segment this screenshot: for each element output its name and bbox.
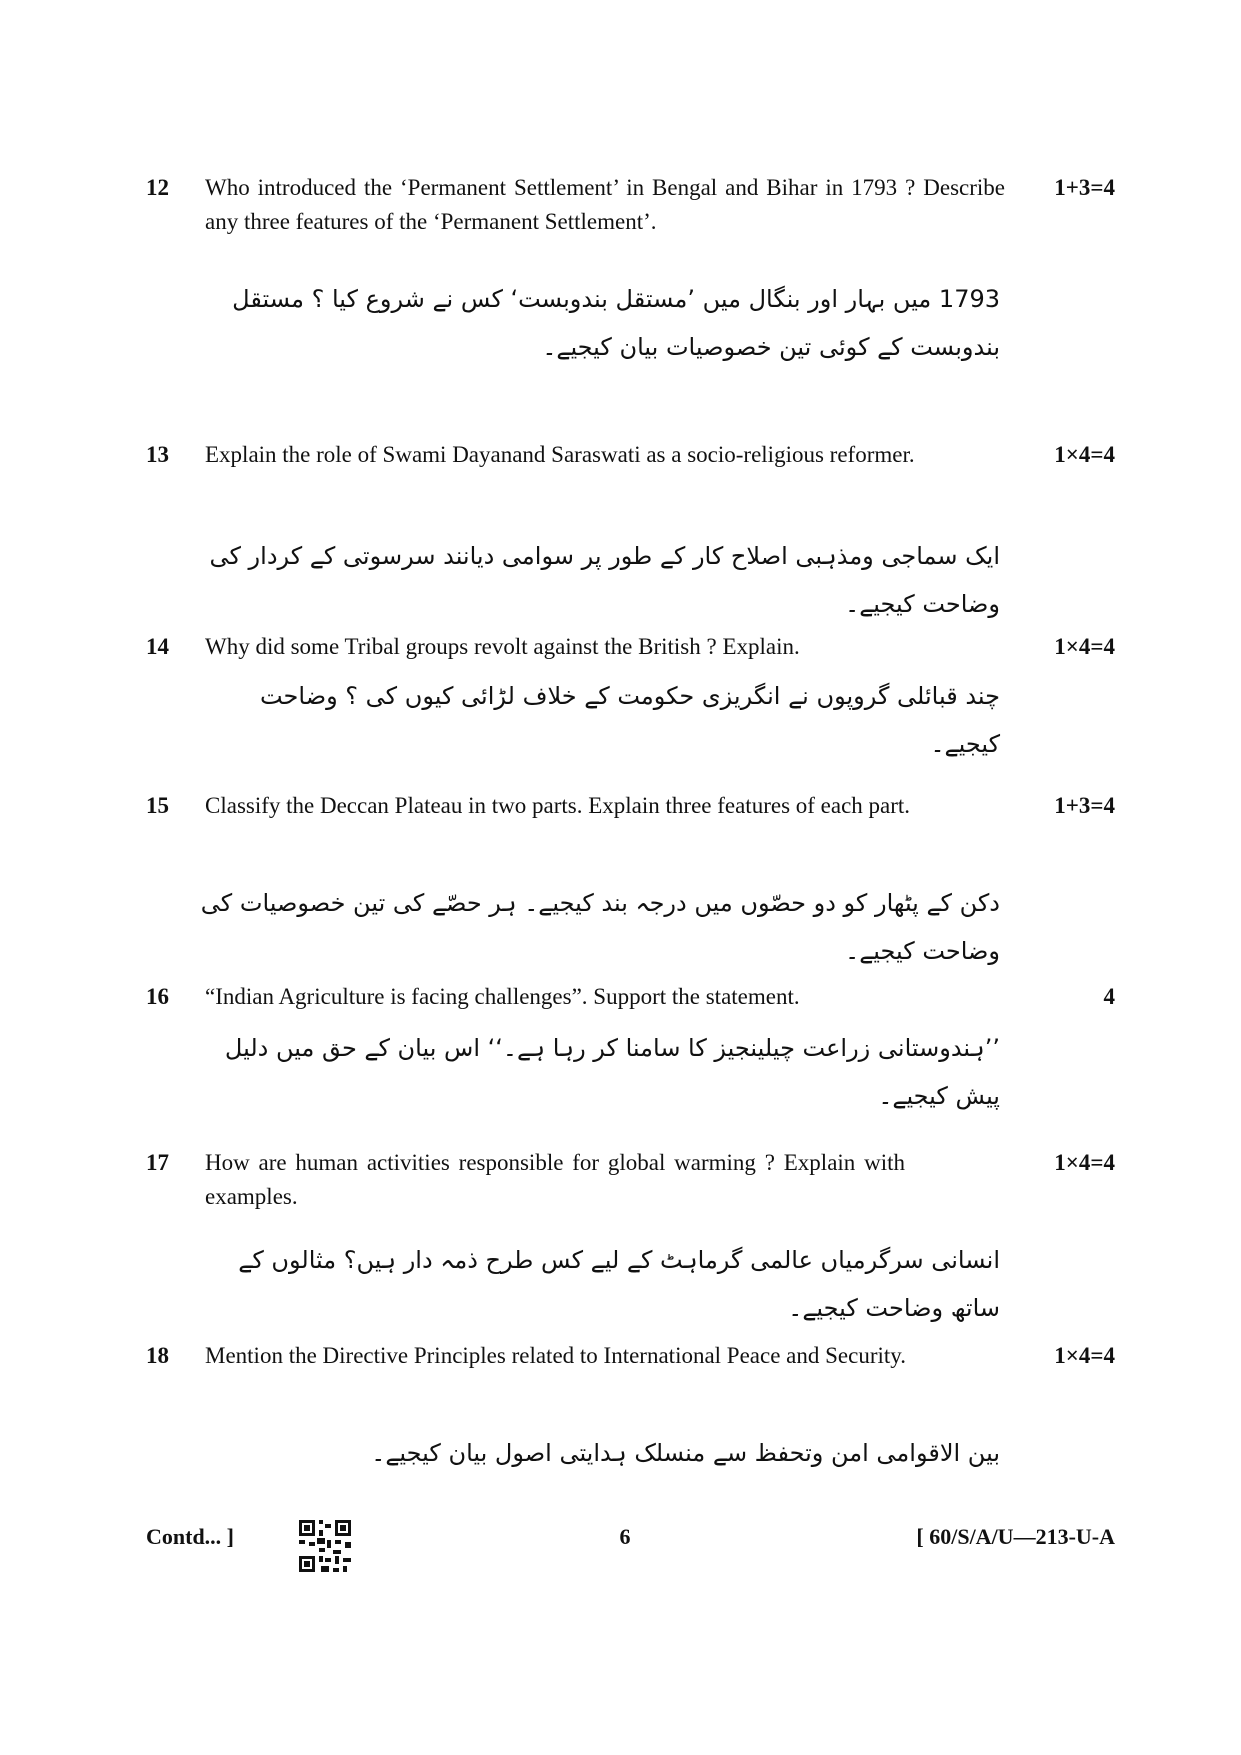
question-number: 14 — [146, 634, 169, 659]
question-number: 13 — [146, 442, 169, 467]
question-urdu-text: ’’ہندوستانی زراعت چیلینجیز کا سامنا کر رہا ہے۔‘‘ اس بیان کے حق میں دلیل پیش کیجیے۔ — [224, 1034, 1000, 1110]
question-marks: 1×4=4 — [1054, 1150, 1115, 1175]
question-urdu-text: انسانی سرگرمیاں عالمی گرماہٹ کے لیے کس طرح ذمہ دار ہیں؟ مثالوں کے ساتھ وضاحت کیجیے۔ — [238, 1246, 1000, 1322]
question-text: Who introduced the ‘Permanent Settlement’ in Bengal and Bihar in 1793 ? Describe any three features of the ‘Permanent Settlement’. — [205, 175, 1005, 234]
question-marks: 1×4=4 — [1054, 634, 1115, 659]
question-text: Classify the Deccan Plateau in two parts. Explain three features of each part. — [205, 793, 911, 818]
qr-code-icon — [297, 1518, 353, 1574]
question-urdu-text: ایک سماجی ومذہبی اصلاح کار کے طور پر سوامی دیانند سرسوتی کے کردار کی وضاحت کیجیے۔ — [209, 542, 1000, 618]
question-marks: 1×4=4 — [1054, 1343, 1115, 1368]
question-text: Explain the role of Swami Dayanand Saraswati as a socio-religious reformer. — [205, 442, 915, 467]
question-urdu-text: 1793 میں بہار اور بنگال میں ’مستقل بندوبست‘ کس نے شروع کیا ؟ مستقل بندوبست کے کوئی تین خصوصیات بیان کیجیے۔ — [232, 285, 1000, 361]
continued-label: Contd... ] — [146, 1524, 235, 1549]
question-marks: 1+3=4 — [1054, 175, 1115, 200]
question-text: Mention the Directive Principles related to International Peace and Security. — [205, 1343, 907, 1368]
question-urdu-text: چند قبائلی گروپوں نے انگریزی حکومت کے خلاف لڑائی کیوں کی ؟ وضاحت کیجیے۔ — [259, 682, 1000, 758]
question-number: 12 — [146, 175, 169, 200]
question-urdu-text: بین الاقوامی امن وتحفظ سے منسلک ہدایتی اصول بیان کیجیے۔ — [371, 1439, 1000, 1467]
question-number: 18 — [146, 1343, 169, 1368]
question-marks: 1×4=4 — [1054, 442, 1115, 467]
paper-code: [ 60/S/A/U—213-U-A — [916, 1524, 1115, 1549]
page-number: 6 — [619, 1524, 631, 1549]
question-text: Why did some Tribal groups revolt against the British ? Explain. — [205, 634, 800, 659]
question-text: How are human activities responsible for global warming ? Explain with examples. — [205, 1150, 905, 1209]
question-number: 16 — [146, 984, 169, 1009]
question-number: 17 — [146, 1150, 169, 1175]
question-text: “Indian Agriculture is facing challenges”. Support the statement. — [205, 984, 800, 1009]
question-marks: 1+3=4 — [1054, 793, 1115, 818]
question-marks: 4 — [1103, 984, 1115, 1009]
page-footer — [0, 1520, 1241, 1580]
question-urdu-text: دکن کے پٹھار کو دو حصّوں میں درجہ بند کیجیے۔ ہر حصّے کی تین خصوصیات کی وضاحت کیجیے۔ — [200, 889, 1000, 965]
question-number: 15 — [146, 793, 169, 818]
